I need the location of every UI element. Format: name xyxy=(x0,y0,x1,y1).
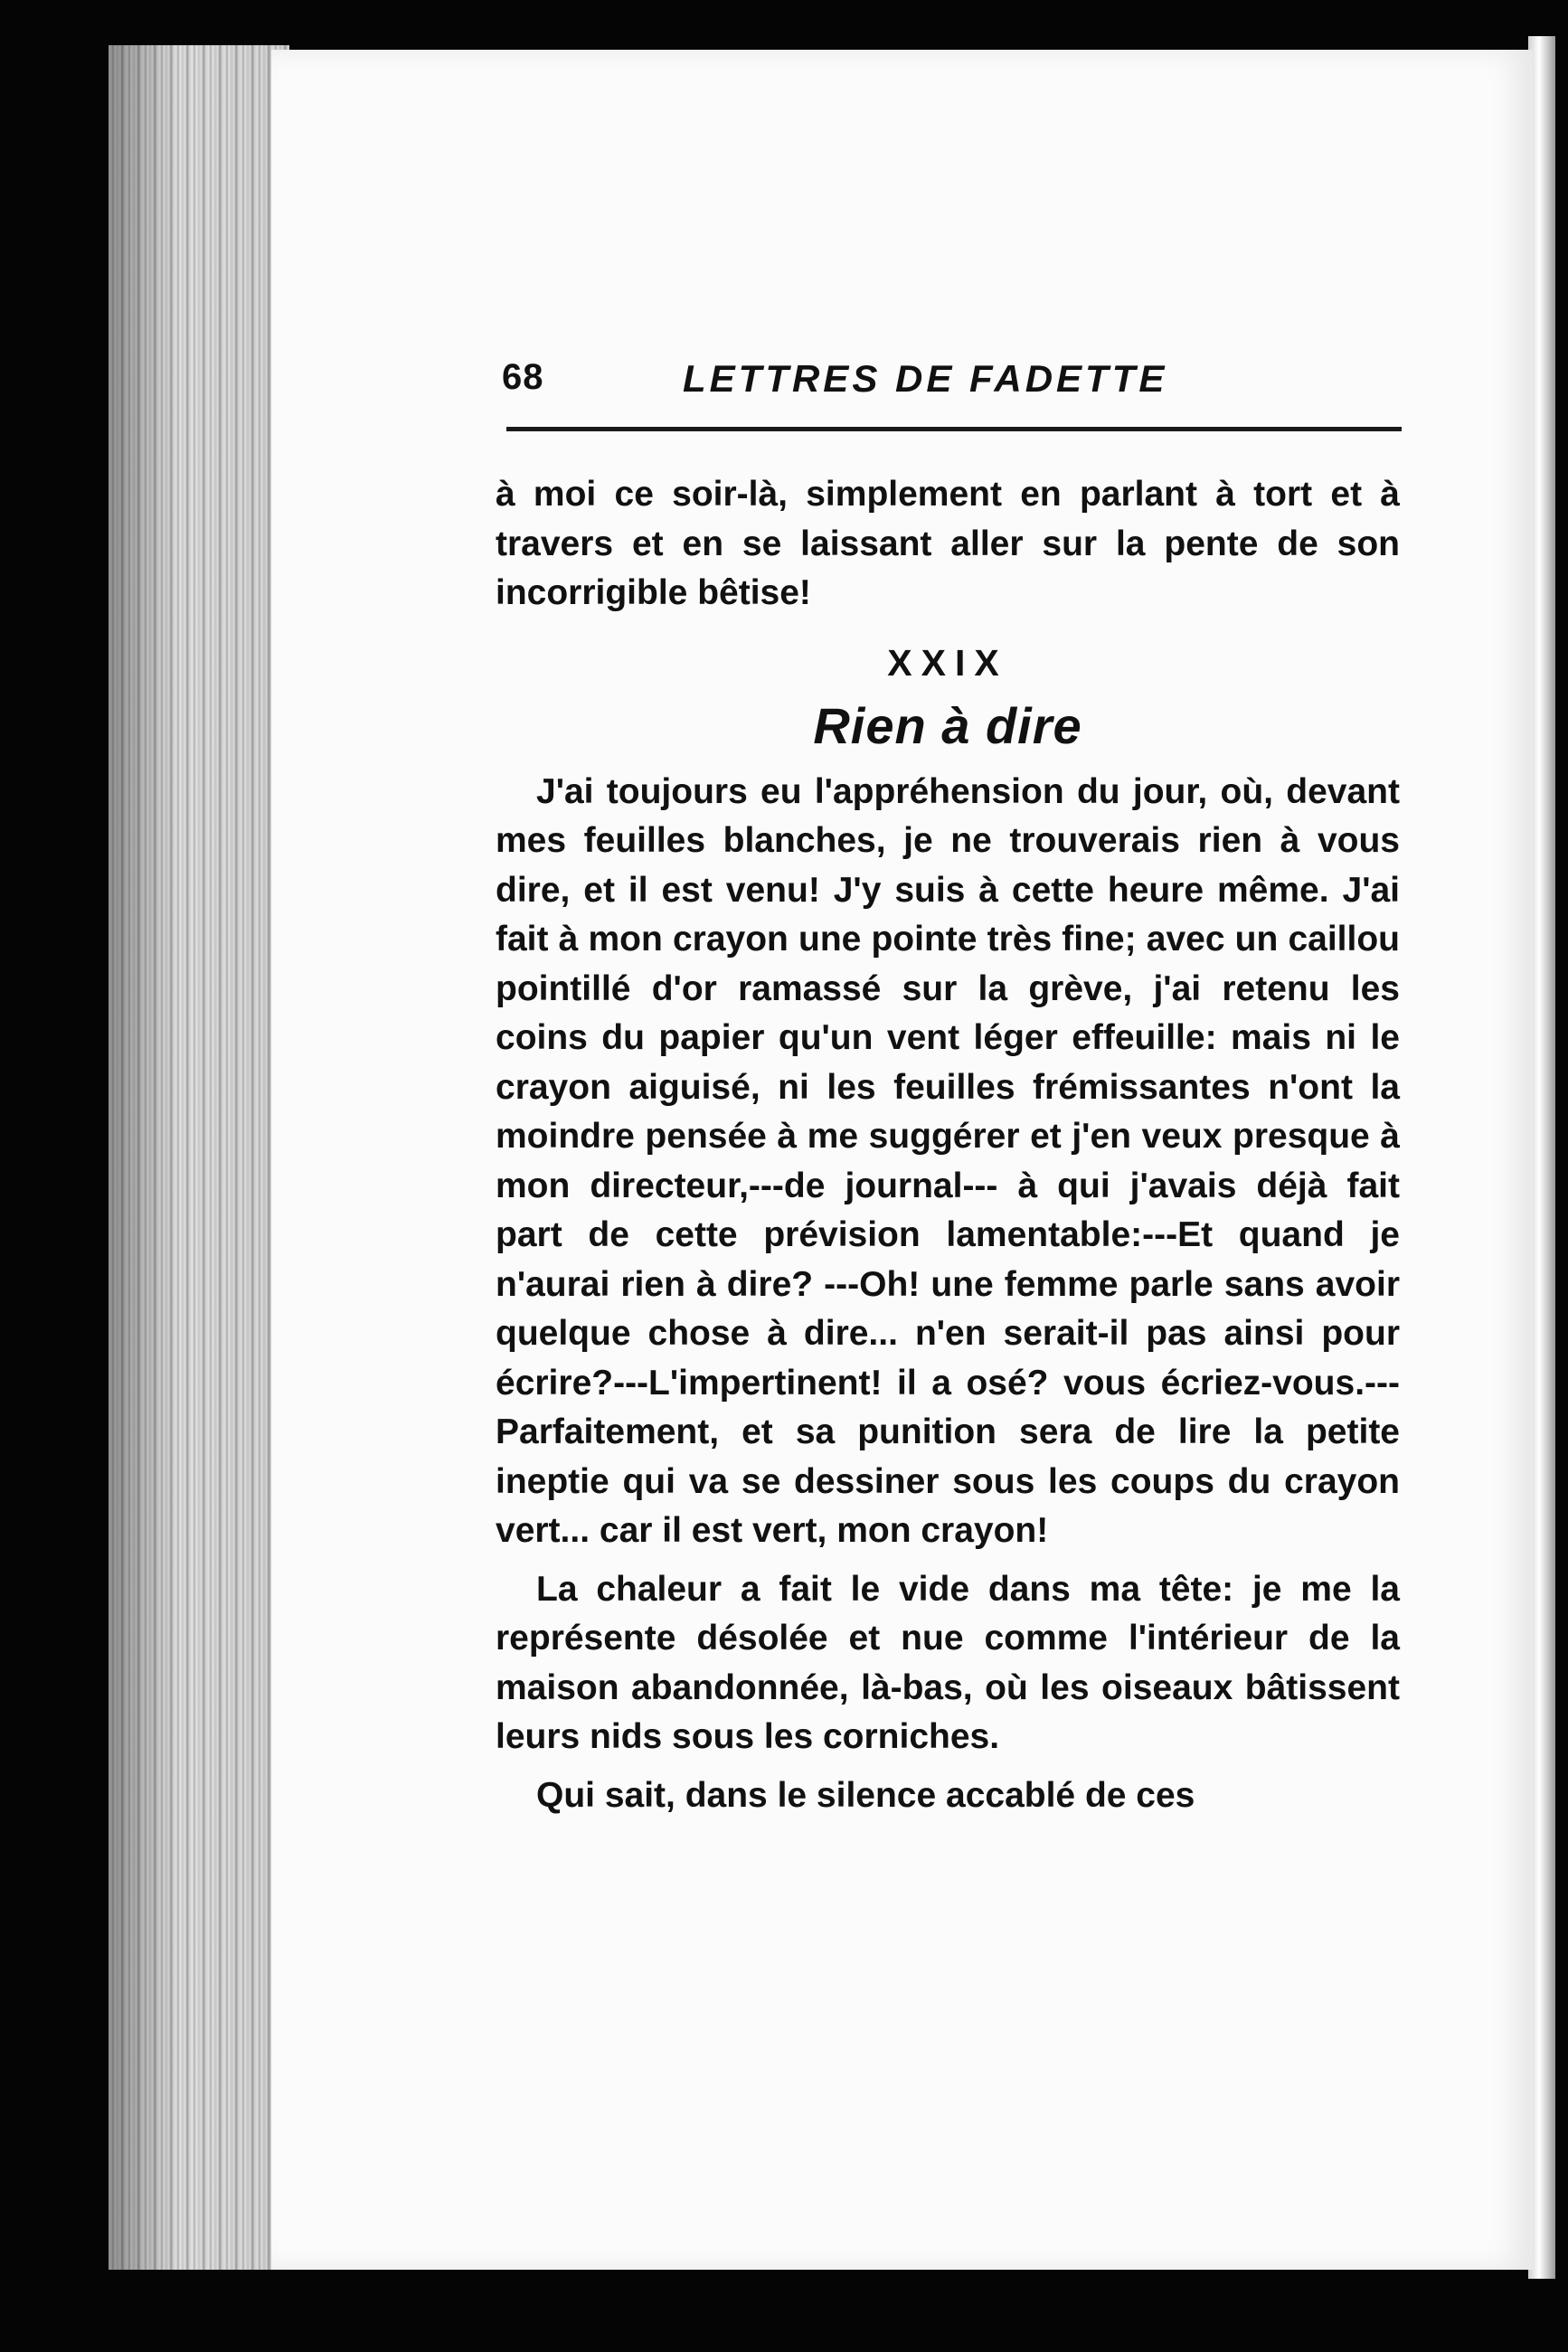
paragraph: J'ai toujours eu l'appréhension du jour, où, devant mes feuilles blanches, je ne trouverais rien à vous dire, et il est venu! J'y suis à cette heure même. J'ai fait à mon crayon une pointe très fine; avec un caillou pointillé d'or ramassé sur la grève, j'ai retenu les coins du papier qu'un vent léger effeuille: mais ni le crayon aiguisé, ni les feuilles frémissantes n'ont la moindre pensée à me suggérer et j'en veux presque à mon directeur,---de journal--- à qui j'avais déjà fait part de cette prévision lamentable:---Et quand je n'aurai rien à dire? ---Oh! une femme parle sans avoir quelque chose à dire... n'en serait-il pas ainsi pour écrire?---L'impertinent! il a osé? vous écriez-vous.---Parfaitement, et sa punition sera de lire la petite ineptie qui va se dessiner sous les coups du crayon vert... car il est vert, mon crayon! xyxy=(496,771,1400,1550)
header-rule xyxy=(506,427,1402,431)
page-number: 68 xyxy=(502,357,544,397)
paragraph: Qui sait, dans le silence accablé de ces xyxy=(536,1775,1195,1815)
running-title: LETTRES DE FADETTE xyxy=(683,357,1168,400)
chapter-number: XXIX xyxy=(887,641,1008,684)
page-text xyxy=(496,470,1400,1820)
paragraph: La chaleur a fait le vide dans ma tête: je me la représente désolée et nue comme l'intérieur de la maison abandonnée, là-bas, où les oiseaux bâtissent leurs nids sous les corniches. xyxy=(496,1569,1400,1756)
page-edges-shadow xyxy=(109,45,289,2270)
continuation-paragraph: à moi ce soir-là, simplement en parlant à tort et à travers et en se laissant aller sur la pente de son incorrigible bêtise! xyxy=(496,475,1400,612)
running-head xyxy=(502,357,1406,411)
chapter-title: Rien à dire xyxy=(813,697,1082,754)
